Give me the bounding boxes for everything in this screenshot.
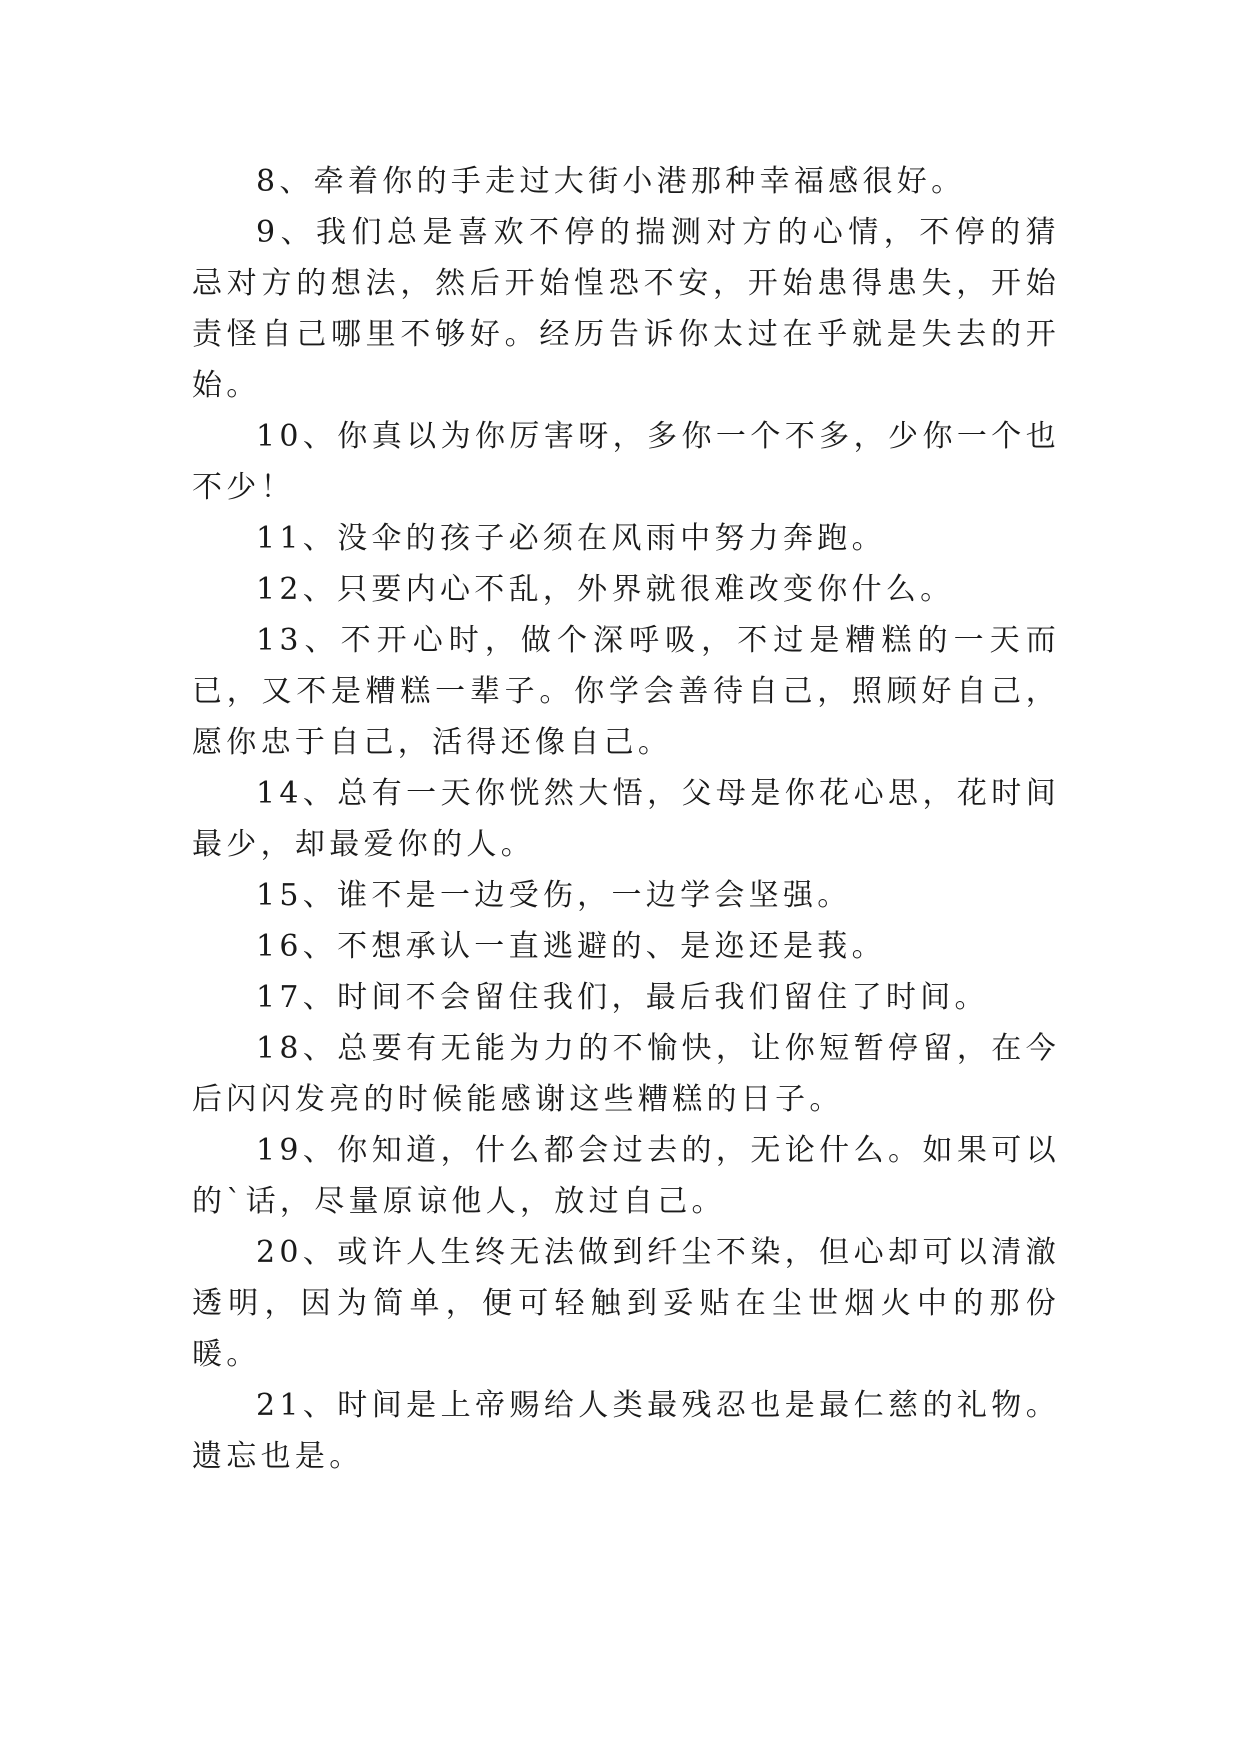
paragraph-17: 17、时间不会留住我们，最后我们留住了时间。 [256, 980, 989, 1015]
paragraph-20: 20、或许人生终无法做到纤尘不染，但心却可以清澈透明，因为简单，便可轻触到妥贴在尘世烟火中的那份暖。 [192, 1235, 1060, 1372]
paragraph-13: 13、不开心时，做个深呼吸，不过是糟糕的一天而已，又不是糟糕一辈子。你学会善待自己，照顾好自己，愿你忠于自己，活得还像自己。 [192, 623, 1060, 760]
paragraph-16: 16、不想承认一直逃避的、是迩还是莪。 [256, 929, 886, 964]
paragraph-15: 15、谁不是一边受伤，一边学会坚强。 [256, 878, 852, 913]
paragraph-8: 8、牵着你的手走过大街小港那种幸福感很好。 [256, 164, 966, 199]
paragraph-9: 9、我们总是喜欢不停的揣测对方的心情，不停的猜忌对方的想法，然后开始惶恐不安，开始患得患失，开始责怪自己哪里不够好。经历告诉你太过在乎就是失去的开始。 [192, 215, 1060, 403]
paragraph-10: 10、你真以为你厉害呀，多你一个不多，少你一个也不少！ [192, 419, 1060, 505]
paragraph-11: 11、没伞的孩子必须在风雨中努力奔跑。 [256, 521, 886, 556]
paragraph-12: 12、只要内心不乱，外界就很难改变你什么。 [256, 572, 955, 607]
paragraph-19: 19、你知道，什么都会过去的，无论什么。如果可以的`话，尽量原谅他人，放过自己。 [192, 1133, 1060, 1219]
paragraph-14: 14、总有一天你恍然大悟，父母是你花心思，花时间最少，却最爱你的人。 [192, 776, 1060, 862]
document-body [192, 156, 1060, 1482]
paragraph-18: 18、总要有无能为力的不愉快，让你短暂停留，在今后闪闪发亮的时候能感谢这些糟糕的日子。 [192, 1031, 1060, 1117]
paragraph-21: 21、时间是上帝赐给人类最残忍也是最仁慈的礼物。遗忘也是。 [192, 1388, 1060, 1474]
